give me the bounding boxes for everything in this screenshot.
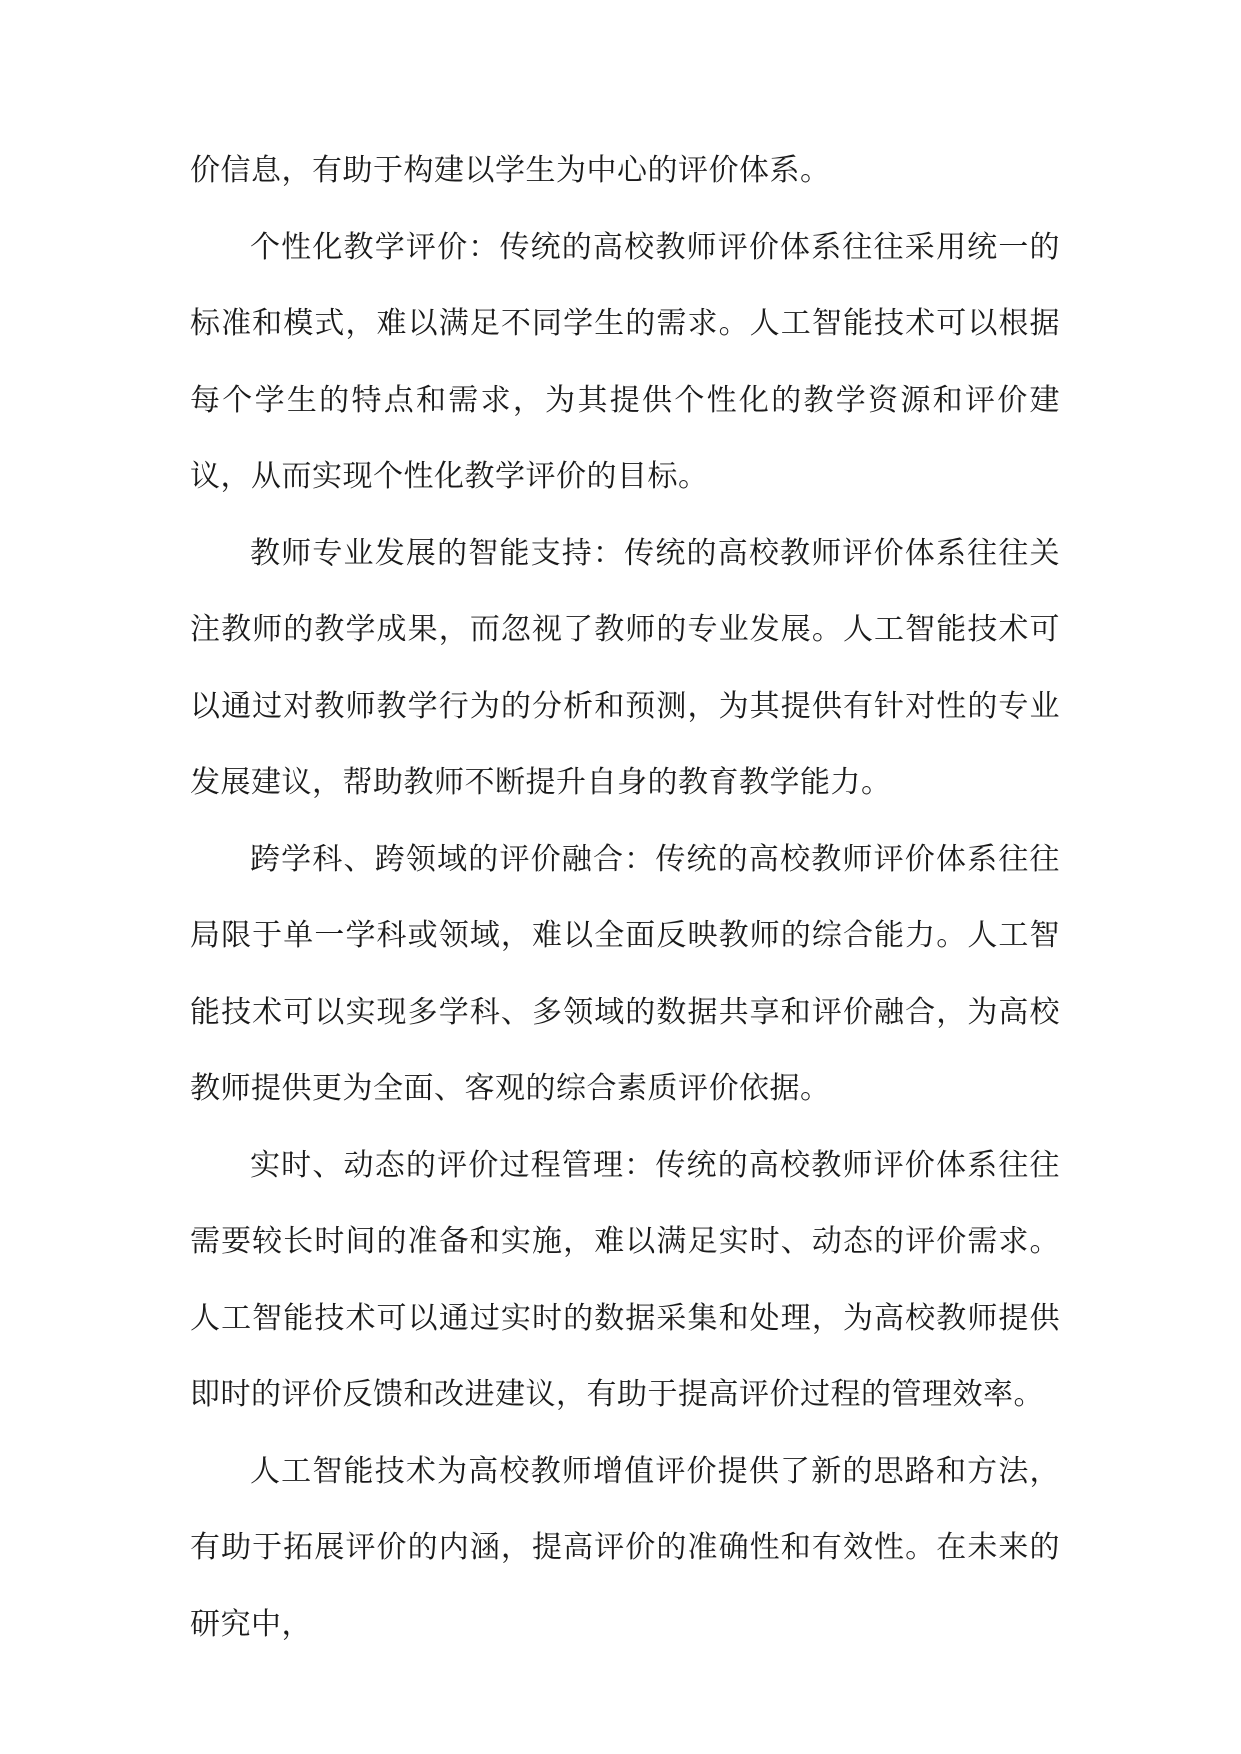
paragraph-realtime-management: 实时、动态的评价过程管理：传统的高校教师评价体系往往需要较长时间的准备和实施，难以满足实时、动态的评价需求。人工智能技术可以通过实时的数据采集和处理，为高校教师提供即时的评价反馈和改进建议，有助于提高评价过程的管理效率。 (190, 1147, 1060, 1412)
body-text (190, 133, 1060, 1663)
paragraph-personalized-evaluation: 个性化教学评价：传统的高校教师评价体系往往采用统一的标准和模式，难以满足不同学生的需求。人工智能技术可以根据每个学生的特点和需求，为其提供个性化的教学资源和评价建议，从而实现个性化教学评价的目标。 (190, 229, 1060, 494)
paragraph-cross-discipline: 跨学科、跨领域的评价融合：传统的高校教师评价体系往往局限于单一学科或领域，难以全面反映教师的综合能力。人工智能技术可以实现多学科、多领域的数据共享和评价融合，为高校教师提供更为全面、客观的综合素质评价依据。 (190, 841, 1060, 1106)
paragraph-professional-development: 教师专业发展的智能支持：传统的高校教师评价体系往往关注教师的教学成果，而忽视了教师的专业发展。人工智能技术可以通过对教师教学行为的分析和预测，为其提供有针对性的专业发展建议，帮助教师不断提升自身的教育教学能力。 (190, 535, 1060, 800)
paragraph-conclusion: 人工智能技术为高校教师增值评价提供了新的思路和方法，有助于拓展评价的内涵，提高评价的准确性和有效性。在未来的研究中， (190, 1453, 1060, 1642)
paragraph-continuation: 价信息，有助于构建以学生为中心的评价体系。 (190, 153, 831, 188)
